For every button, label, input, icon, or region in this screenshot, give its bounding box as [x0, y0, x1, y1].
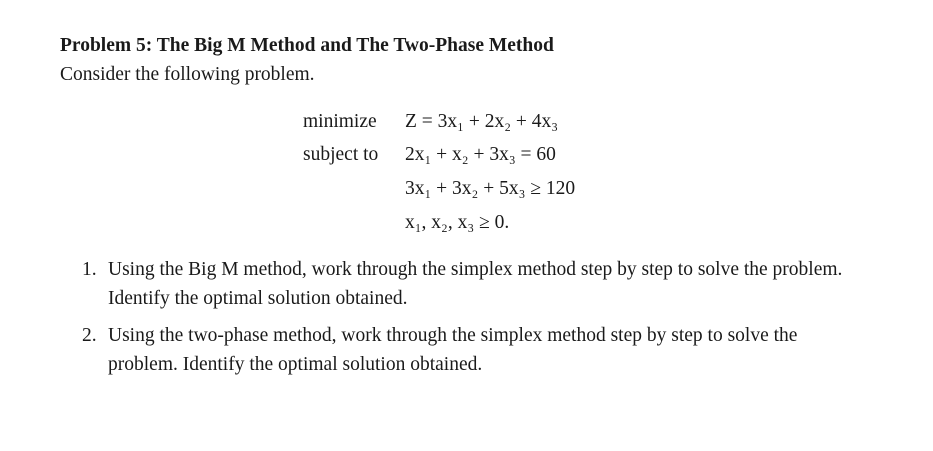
list-item-number: 1.	[82, 259, 97, 280]
list-item	[82, 255, 852, 313]
objective-function: Z = 3x₁ + 2x₂ + 4x₃	[405, 111, 559, 132]
list-item	[82, 321, 852, 379]
list-item-text: Using the two-phase method, work through the simplex method step by step to solve the problem. Identify the optimal solution obtained.	[108, 325, 798, 375]
problem-title: Problem 5: The Big M Method and The Two-Phase Method	[60, 35, 554, 56]
list-item-text: Using the Big M method, work through the simplex method step by step to solve the problem. Identify the optimal solution obtained.	[108, 259, 843, 309]
list-item-number: 2.	[82, 325, 97, 346]
problem-intro: Consider the following problem.	[60, 64, 315, 85]
nonnegativity-constraint: x₁, x₂, x₃ ≥ 0.	[405, 212, 510, 233]
constraints-label: subject to	[303, 144, 379, 165]
constraint-1: 2x₁ + x₂ + 3x₃ = 60	[405, 144, 556, 165]
constraint-2: 3x₁ + 3x₂ + 5x₃ ≥ 120	[405, 178, 576, 199]
objective-label: minimize	[303, 111, 377, 132]
